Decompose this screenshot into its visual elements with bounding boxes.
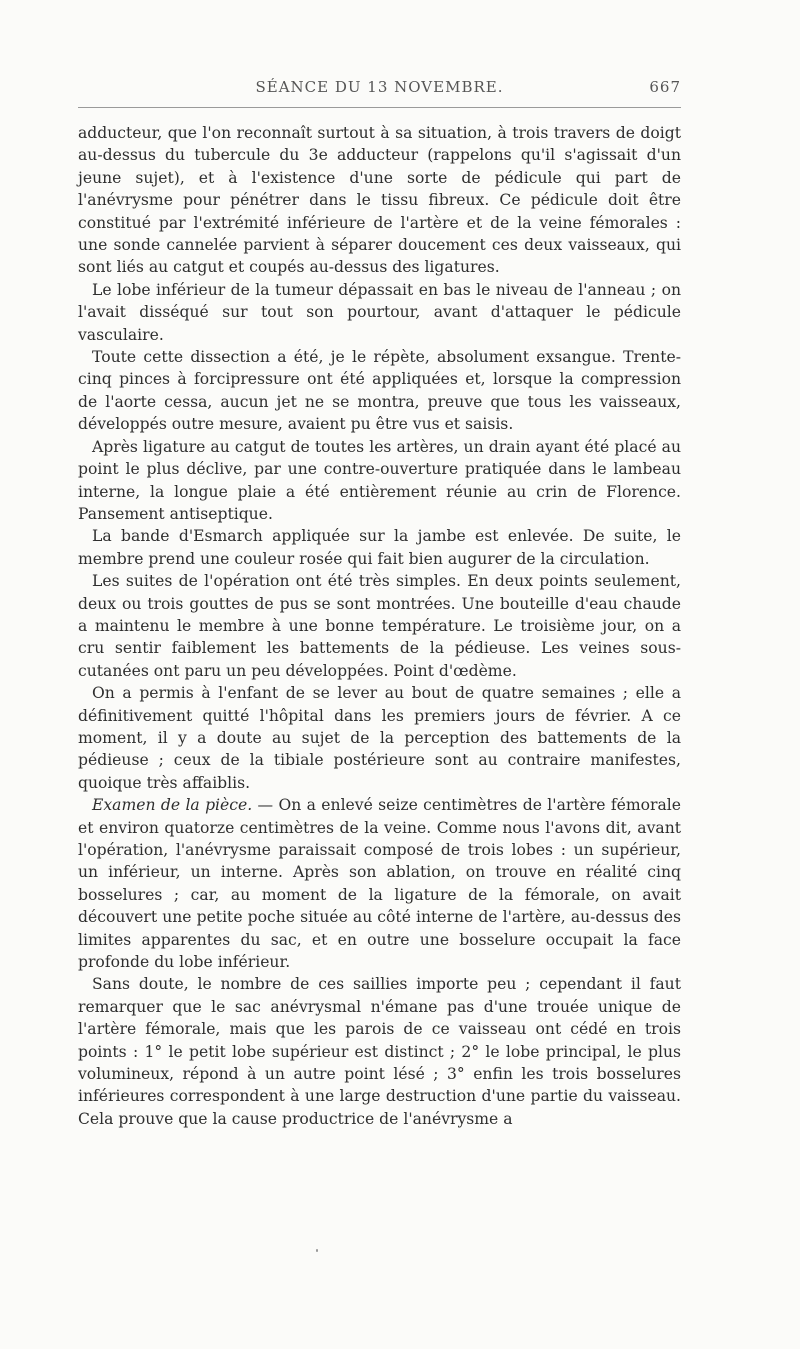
header-rule xyxy=(78,107,681,108)
running-title: SÉANCE DU 13 NOVEMBRE. xyxy=(255,78,504,96)
paragraph-4 xyxy=(78,436,681,526)
paragraph-text: Après ligature au catgut de toutes les artères, un drain ayant été placé au point le plus déclive, par une contre-ouverture pratiquée dans le lambeau interne, la longue plaie a été entièrement réunie au crin de Florence. Pansement antiseptique. xyxy=(78,437,681,523)
paragraph-text: adducteur, que l'on reconnaît surtout à sa situation, à trois travers de doigt au-dessus du tubercule du 3e adducteur (rappelons qu'il s'agissait d'un jeune sujet), et à l'existence d'une sorte de pédicule qui part de l'anévrysme pour pénétrer dans le tissu fibreux. Ce pédicule doit être constitué par l'extrémité inférieure de l'artère et de la veine fémorales : une sonde cannelée parvient à séparer doucement ces deux vaisseaux, qui sont liés au catgut et coupés au-dessus des ligatures. xyxy=(78,124,681,277)
paragraph-5 xyxy=(78,525,681,570)
paragraph-text: Le lobe inférieur de la tumeur dépassait en bas le niveau de l'anneau ; on l'avait disséqué sur tout son pourtour, avant d'attaquer le pédicule vasculaire. xyxy=(78,280,681,344)
paragraph-text: Toute cette dissection a été, je le répète, absolument exsangue. Trente-cinq pinces à forcipressure ont été appliquées et, lorsque la compression de l'aorte cessa, aucun jet ne se montra, preuve que tous les vaisseaux, développés outre mesure, avaient pu être vus et saisis. xyxy=(78,348,681,434)
paragraph-3 xyxy=(78,346,681,436)
paragraph-6 xyxy=(78,570,681,682)
running-head xyxy=(78,78,681,102)
paragraph-9 xyxy=(78,973,681,1130)
paragraph-text: La bande d'Esmarch appliquée sur la jambe est enlevée. De suite, le membre prend une couleur rosée qui fait bien augurer de la circulation. xyxy=(78,527,681,568)
paragraph-2 xyxy=(78,279,681,346)
paragraph-1 xyxy=(78,122,681,279)
paragraph-8 xyxy=(78,794,681,973)
section-lead: Examen de la pièce. xyxy=(92,796,253,815)
paragraph-text: Sans doute, le nombre de ces saillies importe peu ; cependant il faut remarquer que le sac anévrysmal n'émane pas d'une trouée unique de l'artère fémorale, mais que les parois de ce vaisseau ont cédé en trois points : 1° le petit lobe supérieur est distinct ; 2° le lobe principal, le plus volumineux, répond à un autre point lésé ; 3° enfin les trois bosselures inférieures correspondent à une large destruction d'une partie du vaisseau. Cela prouve que la cause productrice de l'anévrysme a xyxy=(78,975,681,1128)
paragraph-text: — On a enlevé seize centimètres de l'artère fémorale et environ quatorze centimètres de la veine. Comme nous l'avons dit, avant l'opération, l'anévrysme paraissait composé de trois lobes : un supérieur, un inférieur, un interne. Après son ablation, on trouve en réalité cinq bosselures ; car, au moment de la ligature de la fémorale, on avait découvert une petite poche située au côté interne de l'artère, au-dessus des limites apparentes du sac, et en outre une bosselure occupait la face profonde du lobe inférieur. xyxy=(78,796,681,972)
page-number: 667 xyxy=(649,78,681,96)
body-text xyxy=(78,122,681,1130)
speck-mark xyxy=(316,1249,318,1252)
paragraph-text: Les suites de l'opération ont été très simples. En deux points seulement, deux ou trois gouttes de pus se sont montrées. Une bouteille d'eau chaude a maintenu le membre à une bonne température. Le troisième jour, on a cru sentir faiblement les battements de la pédieuse. Les veines sous-cutanées ont paru un peu développées. Point d'œdème. xyxy=(78,572,681,680)
paragraph-7 xyxy=(78,682,681,794)
paragraph-text: On a permis à l'enfant de se lever au bout de quatre semaines ; elle a définitivement quitté l'hôpital dans les premiers jours de février. A ce moment, il y a doute au sujet de la perception des battements de la pédieuse ; ceux de la tibiale postérieure sont au contraire manifestes, quoique très affaiblis. xyxy=(78,684,681,792)
